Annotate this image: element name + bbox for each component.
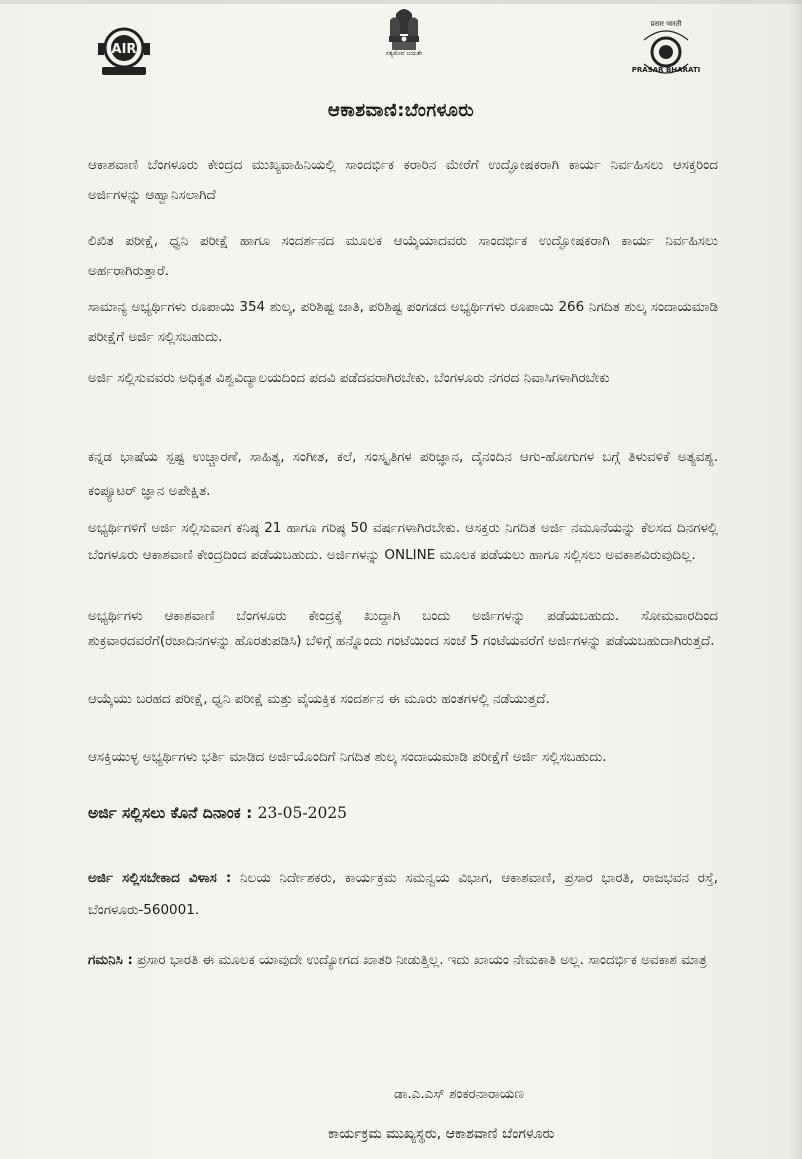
address-block [88, 862, 718, 926]
address-label: ಅರ್ಜಿ ಸಲ್ಲಿಸಬೇಕಾದ ವಿಳಾಸ : [88, 870, 232, 886]
deadline-date: 23-05-2025 [257, 804, 348, 822]
deadline-label: ಅರ್ಜಿ ಸಲ್ಲಿಸಲು ಕೊನೆ ದಿನಾಂಕ : [88, 804, 253, 822]
note-label: ಗಮನಿಸಿ : [88, 952, 133, 968]
page-title: ಆಕಾಶವಾಣಿ:ಬೆಂಗಳೂರು [327, 100, 475, 121]
signatory-designation: ಕಾರ್ಯಕ್ರಮ ಮುಖ್ಯಸ್ಥರು, ಆಕಾಶವಾಣಿ ಬೆಂಗಳೂರು [328, 1126, 555, 1142]
paragraph-invitation: ಆಕಾಶವಾಣಿ ಬೆಂಗಳೂರು ಕೇಂದ್ರದ ಮುಖ್ಯವಾಹಿನಿಯಲ್ಲಿ ಸಾಂದರ್ಭಿಕ ಕರಾರಿನ ಮೇರೆಗೆ ಉದ್ಘೋಷಕರಾಗಿ ಕಾರ್ಯ ನಿರ್ವಹಿಸಲು ಆಸಕ್ತರಿಂದ ಅರ್ಜಿಗಳನ್ನು ಆಹ್ವಾನಿಸಲಾಗಿದೆ [88, 157, 718, 203]
page-shadow [788, 0, 802, 1159]
note-text: ಪ್ರಸಾರ ಭಾರತಿ ಈ ಮೂಲಕ ಯಾವುದೇ ಉದ್ಯೋಗದ ಖಾತರಿ ನೀಡುತ್ತಿಲ್ಲ. ಇದು ಖಾಯಂ ನೇಮಕಾತಿ ಅಲ್ಲ. ಸಾಂದರ್ಭಿಕ ಅವಕಾಶ ಮಾತ್ರ [137, 952, 707, 968]
state-emblem-icon [384, 6, 424, 68]
svg-text:AIR: AIR [111, 42, 137, 57]
address-text: ನಿಲಯ ನಿರ್ದೇಶಕರು, ಕಾರ್ಯಕ್ರಮ ಸಮನ್ವಯ ವಿಭಾಗ, ಆಕಾಶವಾಣಿ, ಪ್ರಸಾರ ಭಾರತಿ, ರಾಜಭವನ ರಸ್ತೆ, ಬೆಂಗಳೂರು-560001. [88, 870, 719, 918]
note-block [88, 944, 718, 976]
emblem-caption: ಸತ್ಯಮೇವ ಜಯತೇ [385, 50, 423, 57]
deadline [88, 804, 718, 823]
paragraph-fee: ಸಾಮಾನ್ಯ ಅಭ್ಯರ್ಥಿಗಳು ರೂಪಾಯಿ 354 ಶುಲ್ಕ, ಪರಿಶಿಷ್ಟ ಜಾತಿ, ಪರಿಶಿಷ್ಟ ಪಂಗಡದ ಅಭ್ಯರ್ಥಿಗಳು ರೂಪಾಯಿ 266 ನಿಗದಿತ ಶುಲ್ಕ ಸಂದಾಯಮಾಡಿ ಪರೀಕ್ಷೆಗೆ ಅರ್ಜಿ ಸಲ್ಲಿಸಬಹುದು. [88, 299, 718, 345]
paragraph-process: ಆಯ್ಕೆಯು ಬರಹದ ಪರೀಕ್ಷೆ, ಧ್ವನಿ ಪರೀಕ್ಷೆ ಮತ್ತು ವೈಯಕ್ತಿಕ ಸಂದರ್ಶನ ಈ ಮೂರು ಹಂತಗಳಲ್ಲಿ ನಡೆಯುತ್ತದೆ. [88, 691, 550, 707]
paragraph-collection: ಅಭ್ಯರ್ಥಿಗಳು ಆಕಾಶವಾಣಿ ಬೆಂಗಳೂರು ಕೇಂದ್ರಕ್ಕೆ ಖುದ್ದಾಗಿ ಬಂದು ಅರ್ಜಿಗಳನ್ನು ಪಡೆಯಬಹುದು. ಸೋಮವಾರದಿಂದ ಶುಕ್ರವಾರದವರೆಗೆ(ರಜಾದಿನಗಳನ್ನು ಹೊರತುಪಡಿಸಿ) ಬೆಳಿಗ್ಗೆ ಹನ್ನೊಂದು ಗಂಟೆಯಿಂದ ಸಂಜೆ 5 ಗಂಟೆಯವರೆಗೆ ಅರ್ಜಿಗಳನ್ನು ಪಡೆಯಬಹುದಾಗಿರುತ್ತದೆ. [88, 608, 718, 649]
paragraph-selection: ಲಿಖಿತ ಪರೀಕ್ಷೆ, ಧ್ವನಿ ಪರೀಕ್ಷೆ ಹಾಗೂ ಸಂದರ್ಶನದ ಮೂಲಕ ಆಯ್ಕೆಯಾದವರು ಸಾಂದರ್ಭಿಕ ಉದ್ಘೋಷಕರಾಗಿ ಕಾರ್ಯ ನಿರ್ವಹಿಸಲು ಅರ್ಹರಾಗಿರುತ್ತಾರೆ. [88, 233, 718, 279]
air-logo-icon [96, 26, 152, 78]
signatory-name: ಡಾ.ಎ.ಎಸ್ ಶಂಕರನಾರಾಯಣ [394, 1086, 524, 1102]
paragraph-skills: ಕನ್ನಡ ಭಾಷೆಯ ಸ್ಪಷ್ಟ ಉಚ್ಚಾರಣೆ, ಸಾಹಿತ್ಯ, ಸಂಗೀತ, ಕಲೆ, ಸಂಸ್ಕೃತಿಗಳ ಪರಿಜ್ಞಾನ, ದೈನಂದಿನ ಆಗು-ಹೋಗುಗಳ ಬಗ್ಗೆ ತಿಳುವಳಿಕೆ ಅತ್ಯವಶ್ಯ. ಕಂಪ್ಯೂಟರ್ ಜ್ಞಾನ ಅಪೇಕ್ಷಿತ. [88, 449, 718, 499]
page-edge [0, 0, 802, 4]
paragraph-qualification: ಅರ್ಜಿ ಸಲ್ಲಿಸುವವರು ಅಧಿಕೃತ ವಿಶ್ವವಿದ್ಯಾಲಯದಿಂದ ಪದವಿ ಪಡೆದವರಾಗಿರಬೇಕು. ಬೆಂಗಳೂರು ನಗರದ ನಿವಾಸಿಗಳಾಗಿರಬೇಕು [88, 370, 610, 386]
paragraph-age-limit: ಅಭ್ಯರ್ಥಿಗಳಿಗೆ ಅರ್ಜಿ ಸಲ್ಲಿಸುವಾಗ ಕನಿಷ್ಠ 21 ಹಾಗೂ ಗರಿಷ್ಠ 50 ವರ್ಷಗಳಾಗಿರಬೇಕು. ಆಸಕ್ತರು ನಿಗದಿತ ಅರ್ಜಿ ನಮೂನೆಯನ್ನು ಕೆಲಸದ ದಿನಗಳಲ್ಲಿ ಬೆಂಗಳೂರು ಆಕಾಶವಾಣಿ ಕೇಂದ್ರದಿಂದ ಪಡೆಯಬಹುದು. ಅರ್ಜಿಗಳನ್ನು ONLINE ಮೂಲಕ ಪಡೆಯಲು ಹಾಗೂ ಸಲ್ಲಿಸಲು ಅವಕಾಶವಿರುವುದಿಲ್ಲ. [88, 520, 718, 563]
paragraph-submission: ಆಸಕ್ತಿಯುಳ್ಳ ಅಭ್ಯರ್ಥಿಗಳು ಭರ್ತಿ ಮಾಡಿದ ಅರ್ಜಿಯೊಂದಿಗೆ ನಿಗದಿತ ಶುಲ್ಕ ಸಂದಾಯಮಾಡಿ ಪರೀಕ್ಷೆಗೆ ಅರ್ಜಿ ಸಲ್ಲಿಸಬಹುದು. [88, 749, 607, 765]
prasar-bharati-text-bottom: PRASAR BHARATI [631, 66, 701, 74]
prasar-bharati-text-top: प्रसार भारती [650, 20, 682, 28]
